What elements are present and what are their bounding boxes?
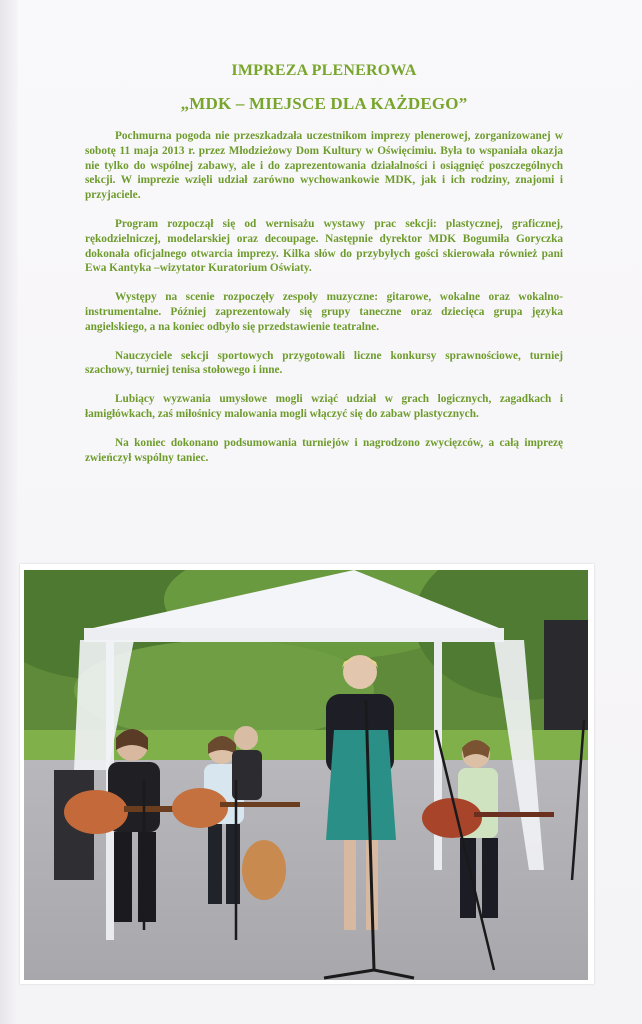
paragraph-1: Pochmurna pogoda nie przeszkadzała uczestnikom imprezy plenerowej, zorganizowanej w sobotę 11 maja 2013 r. przez Młodzieżowy Dom Kultury w Oświęcimiu. Była to wspaniała okazja nie tylko do wspólnej zabawy, ale i do zaprezentowania działalności i osiągnięć poszczególnych sekcji. W imprezie wzięli udział zarówno wychowankowie MDK, jak i ich rodziny, znajomi i przyjaciele.: [85, 130, 563, 202]
paragraph-6: Na koniec dokonano podsumowania turniejów i nagrodzono zwycięzców, a całą imprezę zwieńczył wspólny taniec.: [85, 436, 563, 464]
page-binding-edge: [0, 0, 18, 1024]
article: [85, 62, 563, 465]
article-subtitle: „MDK – MIEJSCE DLA KAŻDEGO”: [180, 94, 468, 113]
speaker-right: [544, 620, 588, 730]
article-title: IMPREZA PLENEROWA: [231, 62, 417, 79]
paragraph-5: Lubiący wyzwania umysłowe mogli wziąć udział w grach logicznych, zagadkach i łamigłówkach, zaś miłośnicy malowania mogli włączyć się do zabaw plastycznych.: [85, 393, 563, 420]
event-photo: [24, 570, 588, 980]
photo-frame: [20, 564, 594, 984]
photo-illustration: [24, 570, 588, 980]
paragraph-4: Nauczyciele sekcji sportowych przygotowali liczne konkursy sprawnościowe, turniej szachowy, turniej tenisa stołowego i inne.: [85, 349, 563, 377]
paragraph-3: Występy na scenie rozpoczęły zespoły muzyczne: gitarowe, wokalne oraz wokalno-instrumentalne. Później zaprezentowały się grupy taneczne oraz dziecięca grupa języka angielskiego, a na koniec odbyło się przedstawienie teatralne.: [85, 291, 563, 333]
paragraph-2: Program rozpoczął się od wernisażu wystawy prac sekcji: plastycznej, graficznej, rękodzielniczej, modelarskiej oraz decoupage. Następnie dyrektor MDK Bogumiła Goryczka dokonała oficjalnego otwarcia imprezy. Kilka słów do przybyłych gości skierowała również pani Ewa Kantyka –wizytator Kuratorium Oświaty.: [85, 217, 563, 275]
